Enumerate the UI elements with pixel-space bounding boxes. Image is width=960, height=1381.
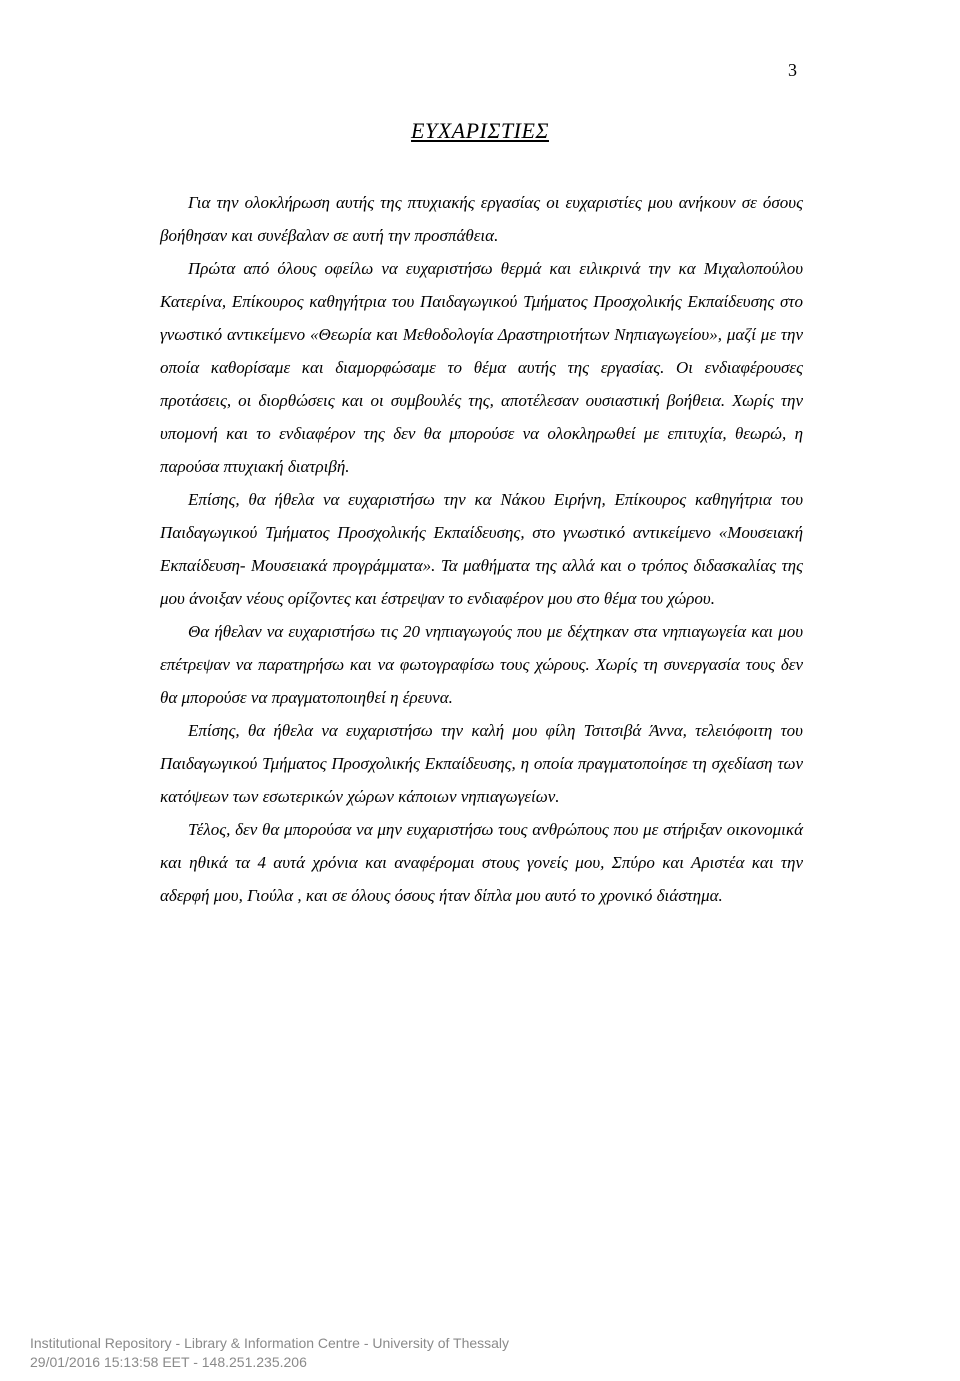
paragraph: Θα ήθελαν να ευχαριστήσω τις 20 νηπιαγωγούς που με δέχτηκαν στα νηπιαγωγεία και μου επέτρεψαν να παρατηρήσω και να φωτογραφίσω τους χώρους. Χωρίς τη συνεργασία τους δεν θα μπορούσε να πραγματοποιηθεί η έρευνα. [160,622,803,707]
paragraph: Επίσης, θα ήθελα να ευχαριστήσω την καλή μου φίλη Τσιτσιβά Άννα, τελειόφοιτη του Παιδαγωγικού Τμήματος Προσχολικής Εκπαίδευσης, η οποία πραγματοποίησε τη σχεδίαση των κατόψεων των εσωτερικών χώρων κάποιων νηπιαγωγείων. [160,721,803,806]
page-title: ΕΥΧΑΡΙΣΤΙΕΣ [411,118,549,143]
paragraph: Πρώτα από όλους οφείλω να ευχαριστήσω θερμά και ειλικρινά την κα Μιχαλοπούλου Κατερίνα, Επίκουρος καθηγήτρια του Παιδαγωγικού Τμήματος Προσχολικής Εκπαίδευσης στο γνωστικό αντικείμενο «Θεωρία και Μεθοδολογία Δραστηριοτήτων Νηπιαγωγείου», μαζί με την οποία καθορίσαμε και διαμορφώσαμε το θέμα αυτής της εργασίας. Οι ενδιαφέρουσες προτάσεις, οι διορθώσεις και οι συμβουλές της, αποτέλεσαν ουσιαστική βοήθεια. Χωρίς την υπομονή και το ενδιαφέρον της δεν θα μπορούσε να ολοκληρωθεί με επιτυχία, θεωρώ, η παρούσα πτυχιακή διατριβή. [160,259,803,476]
page-number: 3 [788,60,797,80]
acknowledgements-body [160,186,803,912]
repository-footer [30,1334,509,1372]
paragraph: Τέλος, δεν θα μπορούσα να μην ευχαριστήσω τους ανθρώπους που με στήριξαν οικονομικά και ηθικά τα 4 αυτά χρόνια και αναφέρομαι στους γονείς μου, Σπύρο και Αριστέα και την αδερφή μου, Γιούλα , και σε όλους όσους ήταν δίπλα μου αυτό το χρονικό διάστημα. [160,820,803,905]
paragraph: Για την ολοκλήρωση αυτής της πτυχιακής εργασίας οι ευχαριστίες μου ανήκουν σε όσους βοήθησαν και συνέβαλαν σε αυτή την προσπάθεια. [160,193,803,245]
footer-timestamp-line: 29/01/2016 15:13:58 EET - 148.251.235.206 [30,1354,307,1370]
footer-repository-line: Institutional Repository - Library & Information Centre - University of Thessaly [30,1335,510,1351]
paragraph: Επίσης, θα ήθελα να ευχαριστήσω την κα Νάκου Ειρήνη, Επίκουρος καθηγήτρια του Παιδαγωγικού Τμήματος Προσχολικής Εκπαίδευσης, στο γνωστικό αντικείμενο «Μουσειακή Εκπαίδευση- Μουσειακά προγράμματα». Τα μαθήματα της αλλά και ο τρόπος διδασκαλίας της μου άνοιξαν νέους ορίζοντες και έστρεψαν το ενδιαφέρον μου στο θέμα του χώρου. [160,490,803,608]
